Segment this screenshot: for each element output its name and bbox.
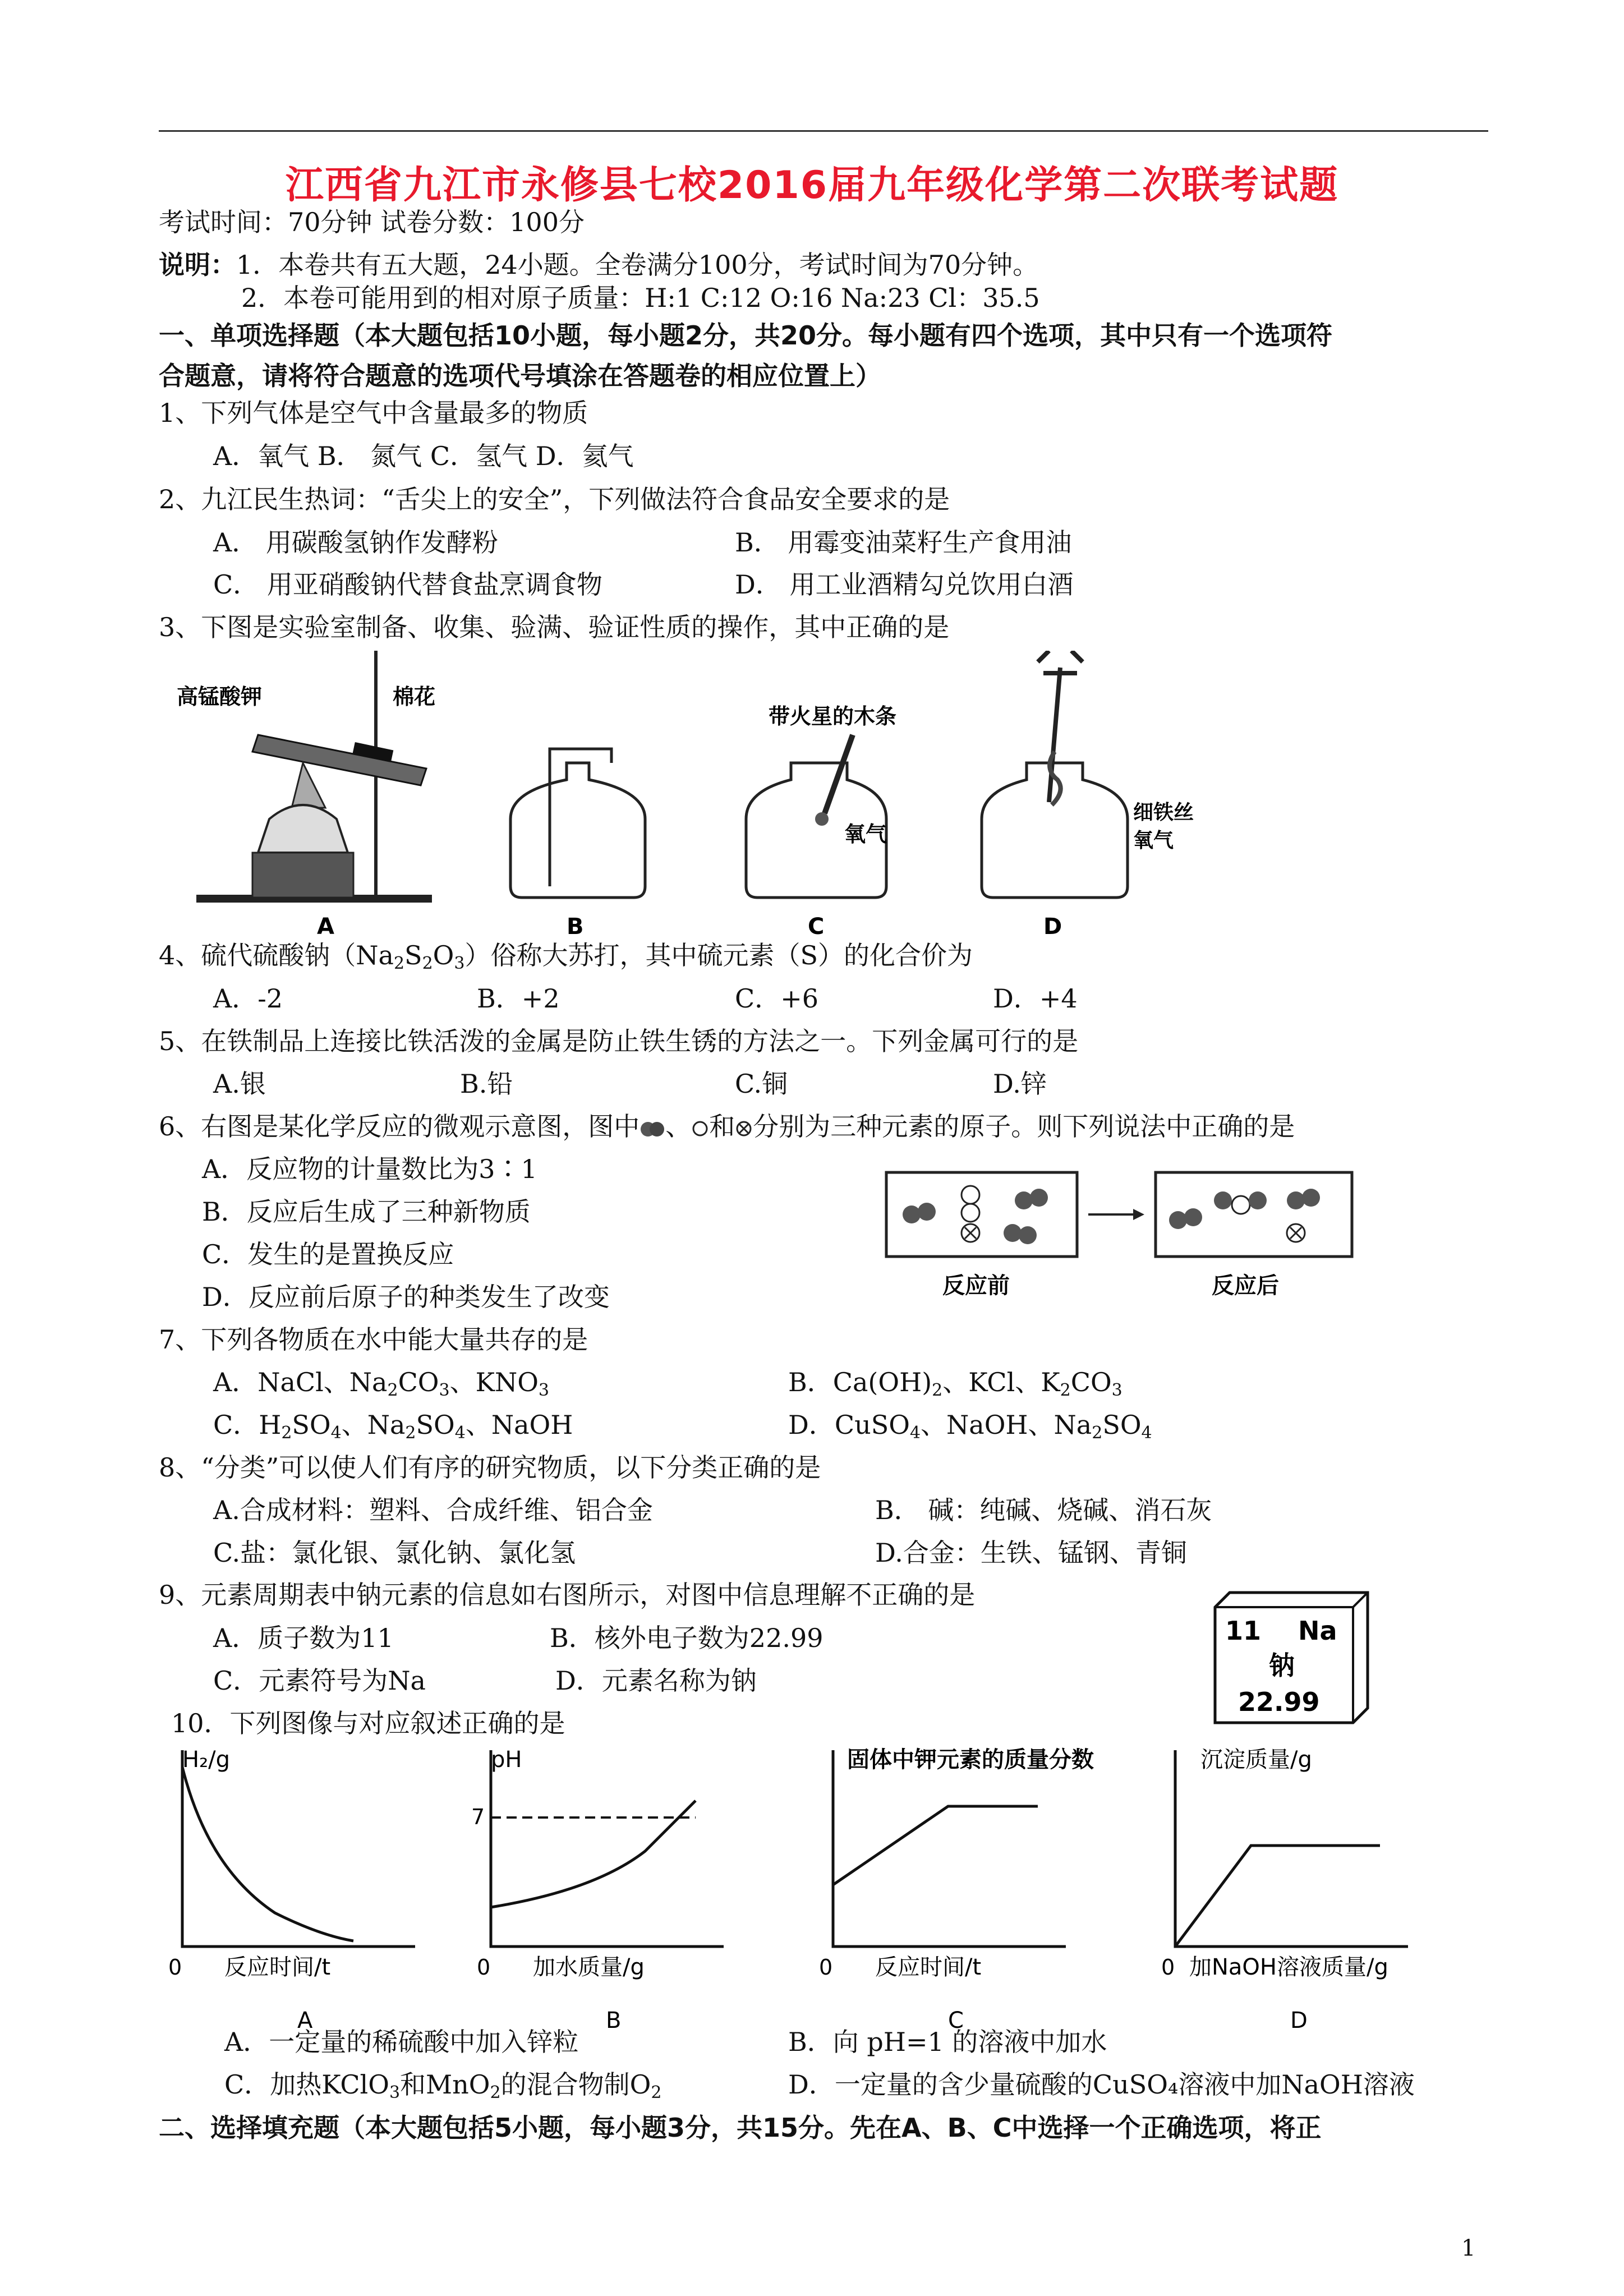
graph-ylabel-c: 固体中钾元素的质量分数 xyxy=(847,1747,1094,1773)
label-iron-wire: 细铁丝 xyxy=(1133,801,1194,824)
q5-option-d: D.锌 xyxy=(993,1069,1047,1099)
q10-stem: 10．下列图像与对应叙述正确的是 xyxy=(171,1708,565,1738)
label-oxygen-d: 氧气 xyxy=(1133,829,1174,852)
q4-option-d: D．+4 xyxy=(993,983,1078,1014)
q10-graphs xyxy=(163,1739,1498,2031)
q8-option-d: D.合金：生铁、锰钢、青铜 xyxy=(875,1538,1187,1568)
q6-option-b: B．反应后生成了三种新物质 xyxy=(202,1197,531,1227)
graph-xlabel-d: 加NaOH溶液质量/g xyxy=(1189,1954,1388,1980)
graph-xlabel-b: 加水质量/g xyxy=(533,1954,645,1980)
label-kmno4: 高锰酸钾 xyxy=(177,684,263,709)
section2-heading: 二、选择填充题（本大题包括5小题，每小题3分，共15分。先在A、B、C中选择一个正确选项，将正 xyxy=(159,2113,1322,2143)
element-name: 钠 xyxy=(1269,1650,1295,1681)
q4-option-b: B．+2 xyxy=(477,983,560,1014)
graph-origin-a: 0 xyxy=(168,1955,182,1980)
q9-option-c: C．元素符号为Na xyxy=(213,1665,426,1696)
sodium-element-card xyxy=(1213,1590,1370,1725)
q6-stem xyxy=(159,1111,1295,1142)
q8-option-b: B． 碱：纯碱、烧碱、消石灰 xyxy=(875,1495,1212,1525)
apparatus-c xyxy=(746,704,896,937)
q2-stem: 2、九江民生热词：“舌尖上的安全”，下列做法符合食品安全要求的是 xyxy=(159,484,950,514)
q2-option-d: D． 用工业酒精勾兑饮用白酒 xyxy=(735,569,1074,600)
graph-axes-d xyxy=(1175,1750,1408,1947)
q4-stem-post: ）俗称大苏打，其中硫元素（S）的化合价为 xyxy=(464,940,973,970)
apparatus-a xyxy=(177,651,435,937)
q10-option-a: A．一定量的稀硫酸中加入锌粒 xyxy=(224,2027,579,2057)
q2-option-c: C． 用亚硝酸钠代替食盐烹调食物 xyxy=(213,569,602,600)
graph-axes-a xyxy=(182,1750,415,1947)
q7-stem: 7、下列各物质在水中能大量共存的是 xyxy=(159,1324,588,1355)
q10-option-b: B．向 pH=1 的溶液中加水 xyxy=(788,2027,1107,2057)
q8-stem: 8、“分类”可以使人们有序的研究物质，以下分类正确的是 xyxy=(159,1452,821,1483)
graph-tag-d: D xyxy=(1290,2008,1308,2031)
page-title: 江西省九江市永修县七校2016届九年级化学第二次联考试题 xyxy=(285,163,1339,208)
q6-reaction-diagram xyxy=(881,1167,1358,1307)
q3-figure xyxy=(163,651,1229,937)
graph-ylabel-a: H₂/g xyxy=(182,1747,230,1773)
q9-option-a: A．质子数为11 xyxy=(213,1623,394,1653)
exam-time-line: 考试时间：70分钟 试卷分数：100分 xyxy=(159,207,585,237)
fig-label-a: A xyxy=(317,914,334,937)
q3-stem: 3、下图是实验室制备、收集、验满、验证性质的操作，其中正确的是 xyxy=(159,612,950,642)
graph-origin-d: 0 xyxy=(1161,1955,1175,1980)
q1-options: A．氧气 B． 氮气 C．氢气 D．氦气 xyxy=(213,441,634,471)
label-cotton: 棉花 xyxy=(393,684,436,709)
q4-stem-pre: 4、硫代硫酸钠（Na xyxy=(159,940,394,970)
q6-option-a: A．反应物的计量数比为3∶1 xyxy=(202,1154,537,1184)
q6-option-c: C．发生的是置换反应 xyxy=(202,1239,454,1269)
q10-option-c: C．加热KClO$_3$和MnO$_2$的混合物制$O_2$ xyxy=(224,2069,662,2102)
section1-heading-1: 一、单项选择题（本大题包括10小题，每小题2分，共20分。每小题有四个选项，其中只有一个选项符 xyxy=(159,320,1333,351)
fig-label-d: D xyxy=(1043,914,1062,937)
q6-option-d: D．反应前后原子的种类发生了改变 xyxy=(202,1282,610,1312)
note-1: 1．本卷共有五大题，24小题。全卷满分100分，考试时间为70分钟。 xyxy=(236,250,1039,280)
q6-stem-pre: 6、右图是某化学反应的微观示意图，图中 xyxy=(159,1111,640,1142)
q2-option-a: A． 用碳酸氢钠作发酵粉 xyxy=(213,527,498,558)
q9-option-d: D．元素名称为钠 xyxy=(555,1665,757,1696)
q5-option-c: C.铜 xyxy=(735,1069,788,1099)
element-number: 11 xyxy=(1225,1616,1262,1646)
atom-dark-icon xyxy=(640,1121,665,1138)
graph-tag-b: B xyxy=(606,2008,622,2031)
element-mass: 22.99 xyxy=(1238,1687,1320,1717)
graph-tag-a: A xyxy=(297,2008,313,2031)
graph-origin-c: 0 xyxy=(819,1955,833,1980)
q2-option-b: B． 用霉变油菜籽生产食用油 xyxy=(735,527,1072,558)
section1-heading-2: 合题意，请将符合题意的选项代号填涂在答题卷的相应位置上） xyxy=(159,361,881,391)
q4-option-c: C．+6 xyxy=(735,983,819,1014)
top-rule xyxy=(159,130,1488,132)
atom-cross-icon xyxy=(735,1120,753,1138)
graph-axes-c xyxy=(833,1750,1066,1947)
q6-stem-sep: 、 xyxy=(665,1111,692,1142)
graph-origin-b: 0 xyxy=(477,1955,491,1980)
q9-stem: 9、元素周期表中钠元素的信息如右图所示，对图中信息理解不正确的是 xyxy=(159,1580,976,1610)
label-glowing-splint: 带火星的木条 xyxy=(769,704,897,729)
page-number: 1 xyxy=(1461,2235,1476,2261)
graph-axes-b xyxy=(491,1750,724,1947)
element-symbol: Na xyxy=(1298,1616,1337,1646)
graph-curve-c xyxy=(833,1806,1038,1885)
graph-ylabel-b: pH xyxy=(491,1747,522,1773)
q4-stem: 4、硫代硫酸钠$(Na_2S_2O_3)$俗称大苏打，其中硫元素（S）的化合价为 xyxy=(159,940,973,973)
fig-label-b: B xyxy=(567,914,584,937)
q8-option-a: A.合成材料：塑料、合成纤维、铝合金 xyxy=(213,1495,653,1525)
note-label: 说明： xyxy=(159,250,236,280)
graph-ref-label-b: 7 xyxy=(471,1805,485,1829)
q10-option-d: D．一定量的含少量硫酸的CuSO₄溶液中加NaOH溶液 xyxy=(788,2069,1415,2100)
graph-curve-a xyxy=(182,1767,353,1941)
q1-stem: 1、下列气体是空气中含量最多的物质 xyxy=(159,398,588,428)
graph-ylabel-d: 沉淀质量/g xyxy=(1200,1747,1312,1773)
q5-stem: 5、在铁制品上连接比铁活泼的金属是防止铁生锈的方法之一。下列金属可行的是 xyxy=(159,1026,1079,1056)
q6-stem-and: 和 xyxy=(709,1111,735,1142)
graph-xlabel-a: 反应时间/t xyxy=(224,1954,331,1980)
q8-option-c: C.盐：氯化银、氯化钠、氯化氢 xyxy=(213,1538,576,1568)
graph-xlabel-c: 反应时间/t xyxy=(875,1954,982,1980)
q7-option-a: A．NaCl、$Na_2CO_3$、$KNO_3$ xyxy=(213,1367,550,1400)
apparatus-d xyxy=(982,651,1194,937)
apparatus-b xyxy=(510,749,645,937)
q5-option-b: B.铅 xyxy=(460,1069,513,1099)
q5-option-a: A.银 xyxy=(213,1069,266,1099)
label-oxygen-c: 氧气 xyxy=(844,822,887,846)
label-before: 反应前 xyxy=(942,1273,1010,1299)
q7-option-d: D．CuSO$_4$、NaOH、$Na_2SO_4$ xyxy=(788,1410,1152,1443)
q9-option-b: B．核外电子数为22.99 xyxy=(550,1623,823,1653)
label-after: 反应后 xyxy=(1212,1273,1279,1299)
atom-white-icon xyxy=(691,1120,709,1138)
graph-curve-d xyxy=(1175,1846,1380,1947)
fig-label-c: C xyxy=(808,914,825,937)
q6-stem-post: 分别为三种元素的原子。则下列说法中正确的是 xyxy=(753,1111,1295,1142)
q7-option-b: B．$Ca(OH)_2$、KCl、$K_2CO_3$ xyxy=(788,1367,1122,1400)
note-line-1 xyxy=(159,249,1038,280)
q4-option-a: A．-2 xyxy=(213,983,283,1014)
note-line-2: 2．本卷可能用到的相对原子质量：H:1 C:12 O:16 Na:23 Cl：35.5 xyxy=(241,283,1040,313)
q7-option-c: C．$H_2SO_4$、$Na_2SO_4$、NaOH xyxy=(213,1410,573,1443)
graph-tag-c: C xyxy=(948,2008,964,2031)
